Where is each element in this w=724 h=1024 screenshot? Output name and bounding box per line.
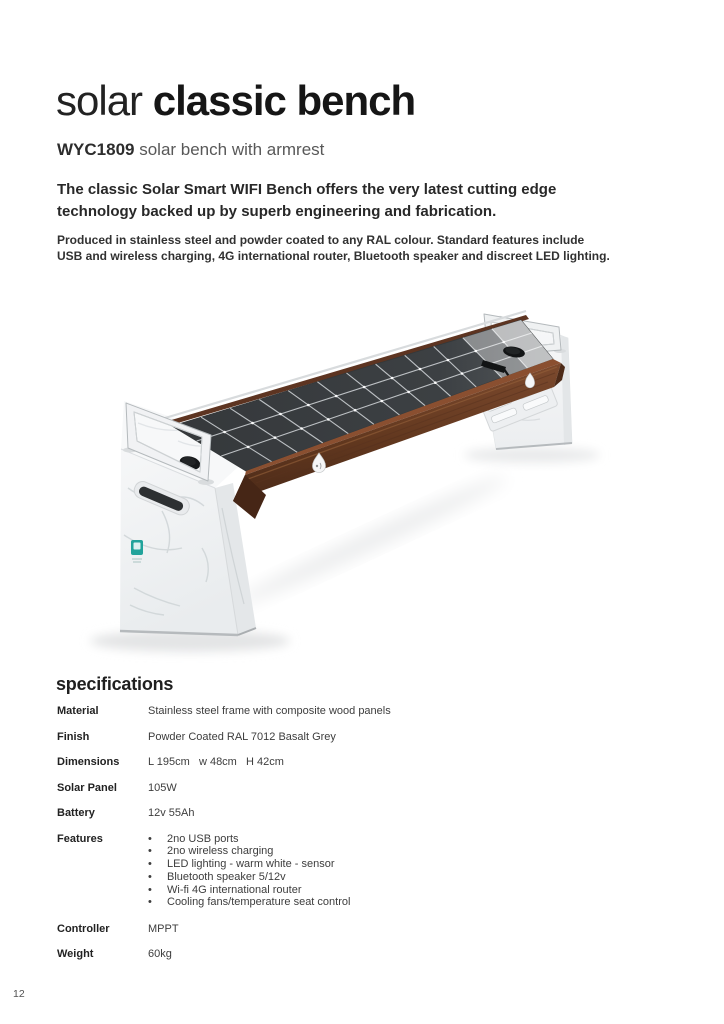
spec-value: Stainless steel frame with composite wood panels <box>148 705 391 717</box>
feature-text: Cooling fans/temperature seat control <box>167 896 351 909</box>
product-subtitle <box>57 140 324 160</box>
feature-item <box>148 833 350 846</box>
bullet-icon: • <box>148 896 152 909</box>
bullet-icon: • <box>148 883 152 896</box>
feature-text: Bluetooth speaker 5/12v <box>167 870 286 883</box>
feature-text: Wi-fi 4G international router <box>167 883 302 896</box>
intro-lead-line-1: The classic Solar Smart WIFI Bench offers the very latest cutting edge <box>57 181 557 198</box>
bullet-icon: • <box>148 870 152 883</box>
spec-row-material <box>57 705 657 717</box>
intro-lead-paragraph <box>57 179 556 222</box>
product-code: WYC1809 <box>57 140 135 159</box>
spec-label: Controller <box>57 922 110 935</box>
spec-row-finish <box>57 731 657 743</box>
specifications-table <box>57 705 657 974</box>
product-subtitle-text: solar bench with armrest <box>134 140 325 159</box>
intro-detail-line-2: USB and wireless charging, 4G international router, Bluetooth speaker and discreet LED lighting. <box>57 248 610 263</box>
spec-row-features <box>57 833 657 910</box>
feature-item <box>148 845 350 858</box>
spec-row-dimensions <box>57 756 657 768</box>
spec-label: Dimensions <box>57 756 120 768</box>
page-title-bold: classic bench <box>152 77 416 124</box>
page-number: 12 <box>13 988 25 1000</box>
feature-text: LED lighting - warm white - sensor <box>167 858 335 871</box>
specifications-heading: specifications <box>56 674 174 694</box>
spec-label: Solar Panel <box>57 781 117 794</box>
spec-label: Features <box>57 832 103 845</box>
spec-value: L 195cm w 48cm H 42cm <box>148 756 284 768</box>
bullet-icon: • <box>148 832 152 845</box>
feature-text: 2no USB ports <box>167 832 239 845</box>
feature-item <box>148 858 350 871</box>
page-title <box>56 79 415 123</box>
spec-value: MPPT <box>148 922 179 935</box>
intro-detail-paragraph <box>57 233 610 265</box>
spec-row-controller <box>57 923 657 935</box>
spec-label: Weight <box>57 948 94 961</box>
brand-logo-sticker <box>131 540 143 562</box>
feature-text: 2no wireless charging <box>167 845 274 858</box>
spec-label: Finish <box>57 730 90 743</box>
product-render-image <box>60 283 625 665</box>
spec-label: Material <box>57 705 99 717</box>
page-title-regular: solar <box>56 77 143 124</box>
bullet-icon: • <box>148 858 152 871</box>
feature-item <box>148 884 350 897</box>
feature-item <box>148 896 350 909</box>
spec-row-weight <box>57 948 657 960</box>
features-list <box>148 833 350 910</box>
spec-row-battery <box>57 807 657 819</box>
spec-value: Powder Coated RAL 7012 Basalt Grey <box>148 730 336 743</box>
feature-item <box>148 871 350 884</box>
intro-lead-line-2: technology backed up by superb engineering and fabrication. <box>57 202 497 220</box>
intro-detail-line-1: Produced in stainless steel and powder coated to any RAL colour. Standard features include <box>57 233 585 247</box>
spec-row-solar-panel <box>57 782 657 794</box>
bullet-icon: • <box>148 845 152 858</box>
spec-value: 12v 55Ah <box>148 807 195 819</box>
spec-value: 60kg <box>148 948 172 961</box>
spec-label: Battery <box>57 807 95 819</box>
spec-value: 105W <box>148 781 177 794</box>
